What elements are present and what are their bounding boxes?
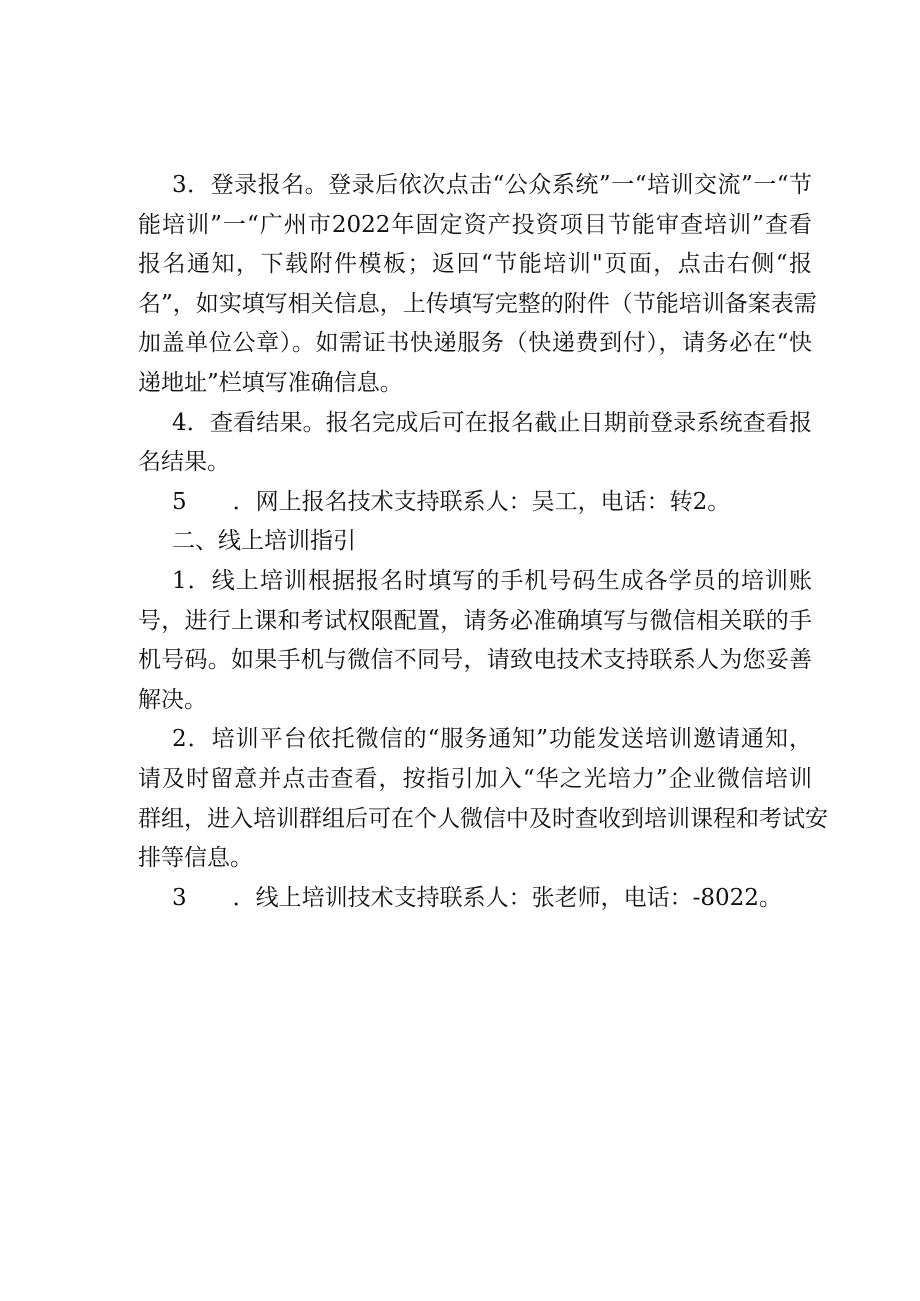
paragraph-reg-step-4: [138, 404, 812, 483]
text-line: 二、线上培训指引: [172, 528, 356, 555]
text-line: 加盖单位公章）。如需证书快递服务（快递费到付），请务必在“快: [138, 330, 812, 357]
text-line: 机号码。如果手机与微信不同号，请致电技术支持联系人为您妥善: [138, 647, 812, 674]
paragraph-section-2-heading: [138, 522, 812, 562]
text-line: 名结果。: [138, 449, 230, 476]
text-line: 能培训”一“广州市2022年固定资产投资项目节能审查培训”查看: [138, 211, 812, 238]
paragraph-reg-step-5: [138, 483, 812, 523]
paragraph-online-step-3: [138, 879, 812, 919]
paragraph-reg-step-3: [138, 166, 817, 404]
text-line: 3 ．线上培训技术支持联系人：张老师，电话：-8022。: [172, 884, 782, 911]
text-line: 群组，进入培训群组后可在个人微信中及时查收到培训课程和考试安: [138, 805, 828, 832]
text-line: 递地址”栏填写准确信息。: [138, 369, 403, 396]
text-line: 5 ．网上报名技术支持联系人：吴工，电话：转2。: [172, 488, 731, 515]
text-line: 3．登录报名。登录后依次点击“公众系统”一“培训交流”一“节: [172, 172, 812, 198]
text-line: 排等信息。: [138, 845, 253, 872]
text-line: 2．培训平台依托微信的“服务通知”功能发送培训邀请通知，: [172, 726, 812, 753]
text-line: 号，进行上课和考试权限配置，请务必准确填写与微信相关联的手: [138, 607, 812, 634]
text-line: 1．线上培训根据报名时填写的手机号码生成各学员的培训账: [172, 567, 812, 594]
text-line: 请及时留意并点击查看，按指引加入“华之光培力”企业微信培训: [138, 765, 812, 792]
paragraph-online-step-2: [138, 720, 828, 878]
paragraph-online-step-1: [138, 562, 812, 720]
text-line: 解决。: [138, 686, 207, 713]
text-line: 名”，如实填写相关信息，上传填写完整的附件（节能培训备案表需: [138, 290, 817, 317]
text-line: 4．查看结果。报名完成后可在报名截止日期前登录系统查看报: [172, 409, 812, 436]
text-line: 报名通知，下载附件模板；返回“节能培训"页面，点击右侧“报: [138, 251, 812, 278]
document-body: [138, 166, 828, 918]
